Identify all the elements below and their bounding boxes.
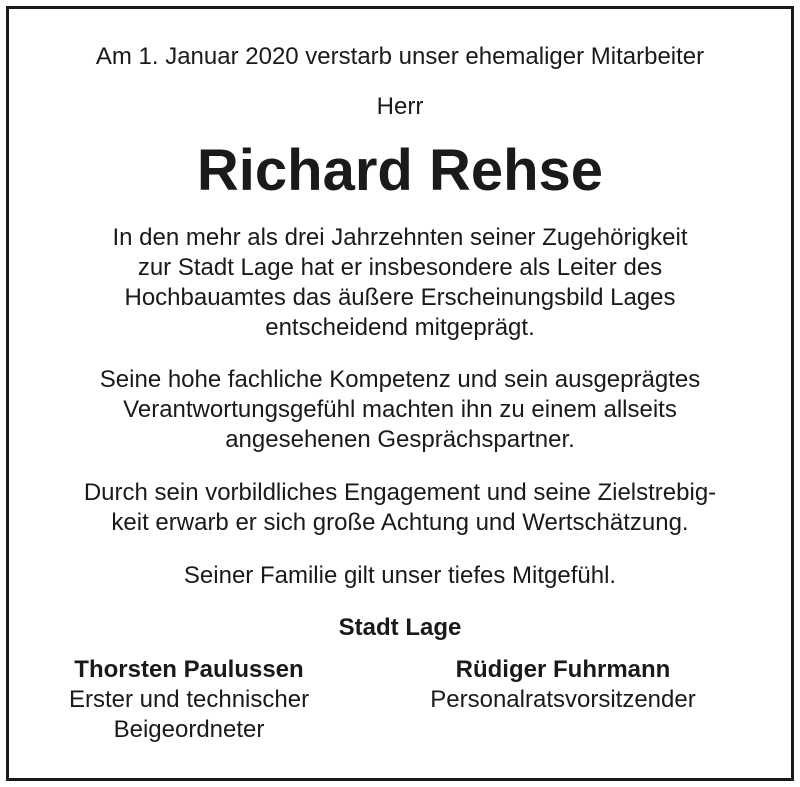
paragraph-3-line-2: keit erwarb er sich große Achtung und Wertschätzung.	[111, 509, 689, 536]
paragraph-2-line-1: Seine hohe fachliche Kompetenz und sein ausgeprägtes	[99, 366, 701, 393]
deceased-name: Richard Rehse	[196, 138, 604, 203]
signatory-left-title-line-1: Erster und technischer	[68, 686, 310, 713]
paragraph-2-line-3: angesehenen Gesprächspartner.	[225, 426, 575, 453]
signatory-right-name: Rüdiger Fuhrmann	[455, 656, 671, 683]
condolence-text: Seiner Familie gilt unser tiefes Mitgefühl.	[183, 562, 617, 589]
intro-text: Am 1. Januar 2020 verstarb unser ehemaliger Mitarbeiter	[95, 43, 705, 70]
paragraph-1-line-2: zur Stadt Lage hat er insbesondere als Leiter des	[137, 254, 663, 281]
paragraph-3-line-1: Durch sein vorbildliches Engagement und seine Zielstrebig-	[83, 479, 717, 506]
signatory-right	[383, 655, 743, 715]
organization-name: Stadt Lage	[338, 614, 462, 641]
salutation: Herr	[376, 93, 424, 120]
signatory-right-title-line-1: Personalratsvorsitzender	[430, 686, 696, 713]
signatory-left-title-line-2: Beigeordneter	[113, 716, 265, 743]
paragraph-1-line-4: entscheidend mitgeprägt.	[265, 314, 535, 341]
paragraph-1-line-3: Hochbauamtes das äußere Erscheinungsbild Lages	[124, 284, 676, 311]
signatory-left-name: Thorsten Paulussen	[74, 656, 304, 683]
signatory-left	[9, 655, 369, 745]
paragraph-1-line-1: In den mehr als drei Jahrzehnten seiner Zugehörigkeit	[112, 224, 688, 251]
paragraph-2-line-2: Verantwortungsgefühl machten ihn zu einem allseits	[123, 396, 677, 423]
